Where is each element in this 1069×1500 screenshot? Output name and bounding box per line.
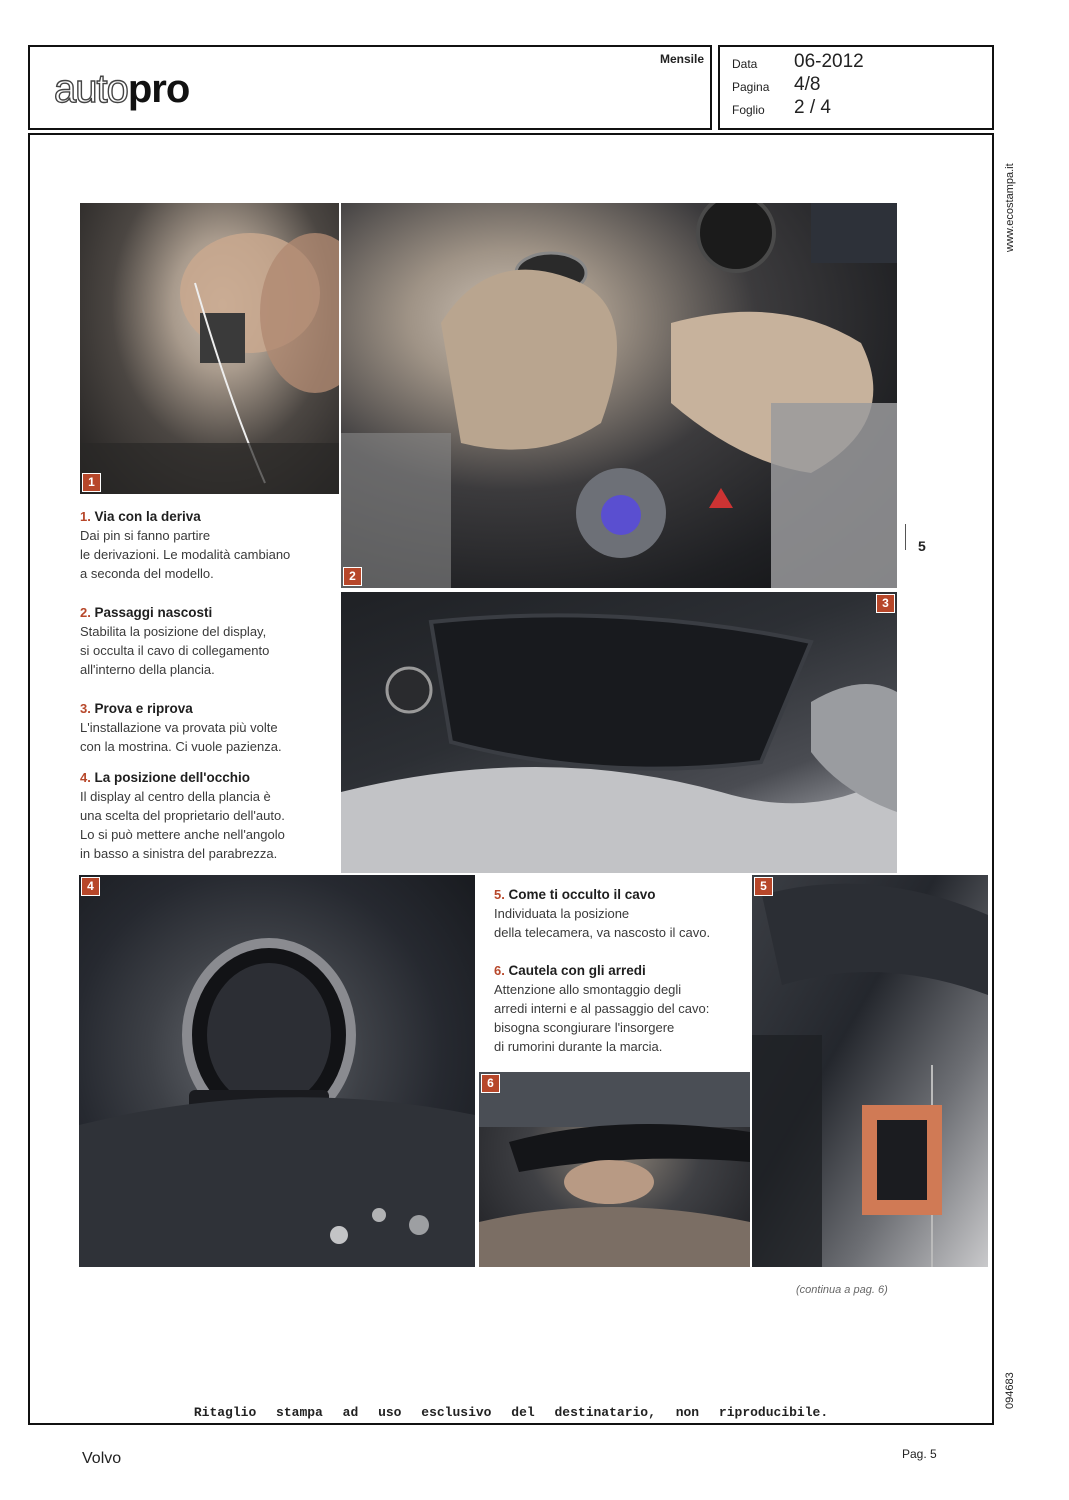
page-row	[732, 74, 821, 95]
caption-3-line: L'installazione va provata più volte	[80, 720, 278, 735]
caption-1-title: Via con la deriva	[94, 509, 201, 524]
photo-1	[80, 203, 339, 494]
caption-5-line: Individuata la posizione	[494, 906, 630, 921]
clip-code-text: 094683	[1004, 1372, 1016, 1409]
sheet-label: Foglio	[732, 103, 765, 117]
continue-note: (continua a pag. 6)	[796, 1284, 888, 1296]
logo-light-part: auto	[54, 67, 128, 111]
sheet-value: 2 / 4	[794, 97, 831, 118]
header-metadata	[718, 45, 994, 130]
caption-3-line: con la mostrina. Ci vuole pazienza.	[80, 739, 282, 754]
header-masthead	[28, 45, 712, 130]
caption-4-number: 4.	[80, 770, 91, 785]
photo-5-illustration	[752, 875, 988, 1267]
date-value: 06-2012	[794, 51, 864, 72]
magazine-page-number: 5	[918, 538, 926, 554]
photo-6-badge: 6	[481, 1074, 500, 1093]
photo-3	[341, 592, 897, 873]
photo-6-illustration	[479, 1072, 750, 1267]
caption-5-title: Come ti occulto il cavo	[508, 887, 656, 902]
page-label: Pagina	[732, 80, 770, 94]
caption-3-title: Prova e riprova	[94, 701, 193, 716]
photo-1-illustration	[80, 203, 339, 494]
photo-2-badge: 2	[343, 567, 362, 586]
photo-5-badge: 5	[754, 877, 773, 896]
footer-brand: Volvo	[82, 1450, 122, 1467]
caption-6-number: 6.	[494, 963, 505, 978]
caption-2	[80, 603, 330, 679]
photo-2	[341, 203, 897, 588]
caption-6-line: bisogna scongiurare l'insorgere	[494, 1020, 675, 1035]
caption-5-number: 5.	[494, 887, 505, 902]
caption-1-line: le derivazioni. Le modalità cambiano	[80, 547, 291, 562]
caption-1-line: a seconda del modello.	[80, 566, 214, 581]
photo-3-badge: 3	[876, 594, 895, 613]
caption-4-line: Il display al centro della plancia è	[80, 789, 271, 804]
caption-4-title: La posizione dell'occhio	[94, 770, 250, 785]
caption-3	[80, 699, 330, 756]
clip-notice: Ritaglio stampa ad uso esclusivo del destinatario, non riproducibile.	[193, 1405, 829, 1420]
caption-2-line: si occulta il cavo di collegamento	[80, 643, 270, 658]
caption-6-title: Cautela con gli arredi	[508, 963, 646, 978]
page-number-rule	[905, 524, 906, 550]
caption-6-line: di rumorini durante la marcia.	[494, 1039, 663, 1054]
caption-2-title: Passaggi nascosti	[94, 605, 213, 620]
caption-2-line: Stabilita la posizione del display,	[80, 624, 267, 639]
caption-6-line: arredi interni e al passaggio del cavo:	[494, 1001, 710, 1016]
sheet-row	[732, 97, 831, 118]
caption-4-line: una scelta del proprietario dell'auto.	[80, 808, 285, 823]
logo-bold-part: pro	[127, 67, 190, 111]
caption-3-number: 3.	[80, 701, 91, 716]
photo-4	[79, 875, 475, 1267]
autopro-logo	[54, 67, 189, 112]
code-vertical	[1004, 1363, 1018, 1409]
caption-6-line: Attenzione allo smontaggio degli	[494, 982, 682, 997]
photo-5	[752, 875, 988, 1267]
photo-1-badge: 1	[82, 473, 101, 492]
caption-5-line: della telecamera, va nascosto il cavo.	[494, 925, 711, 940]
photo-6	[479, 1072, 750, 1267]
photo-4-illustration	[79, 875, 475, 1267]
caption-6	[494, 961, 744, 1056]
caption-1	[80, 507, 330, 583]
caption-4-line: Lo si può mettere anche nell'angolo	[80, 827, 285, 842]
date-label: Data	[732, 57, 758, 71]
caption-1-number: 1.	[80, 509, 91, 524]
date-row	[732, 51, 864, 72]
photo-4-badge: 4	[81, 877, 100, 896]
page-value: 4/8	[794, 74, 821, 95]
caption-5	[494, 885, 744, 942]
photo-2-illustration	[341, 203, 897, 588]
caption-2-number: 2.	[80, 605, 91, 620]
caption-4	[80, 768, 330, 863]
footer-page-ref: Pag. 5	[902, 1447, 937, 1461]
caption-1-line: Dai pin si fanno partire	[80, 528, 211, 543]
website-vertical	[1004, 148, 1018, 252]
caption-2-line: all'interno della plancia.	[80, 662, 215, 677]
website-text: www.ecostampa.it	[1004, 163, 1016, 252]
periodicity-label: Mensile	[659, 52, 704, 66]
photo-3-illustration	[341, 592, 897, 873]
caption-4-line: in basso a sinistra del parabrezza.	[80, 846, 278, 861]
